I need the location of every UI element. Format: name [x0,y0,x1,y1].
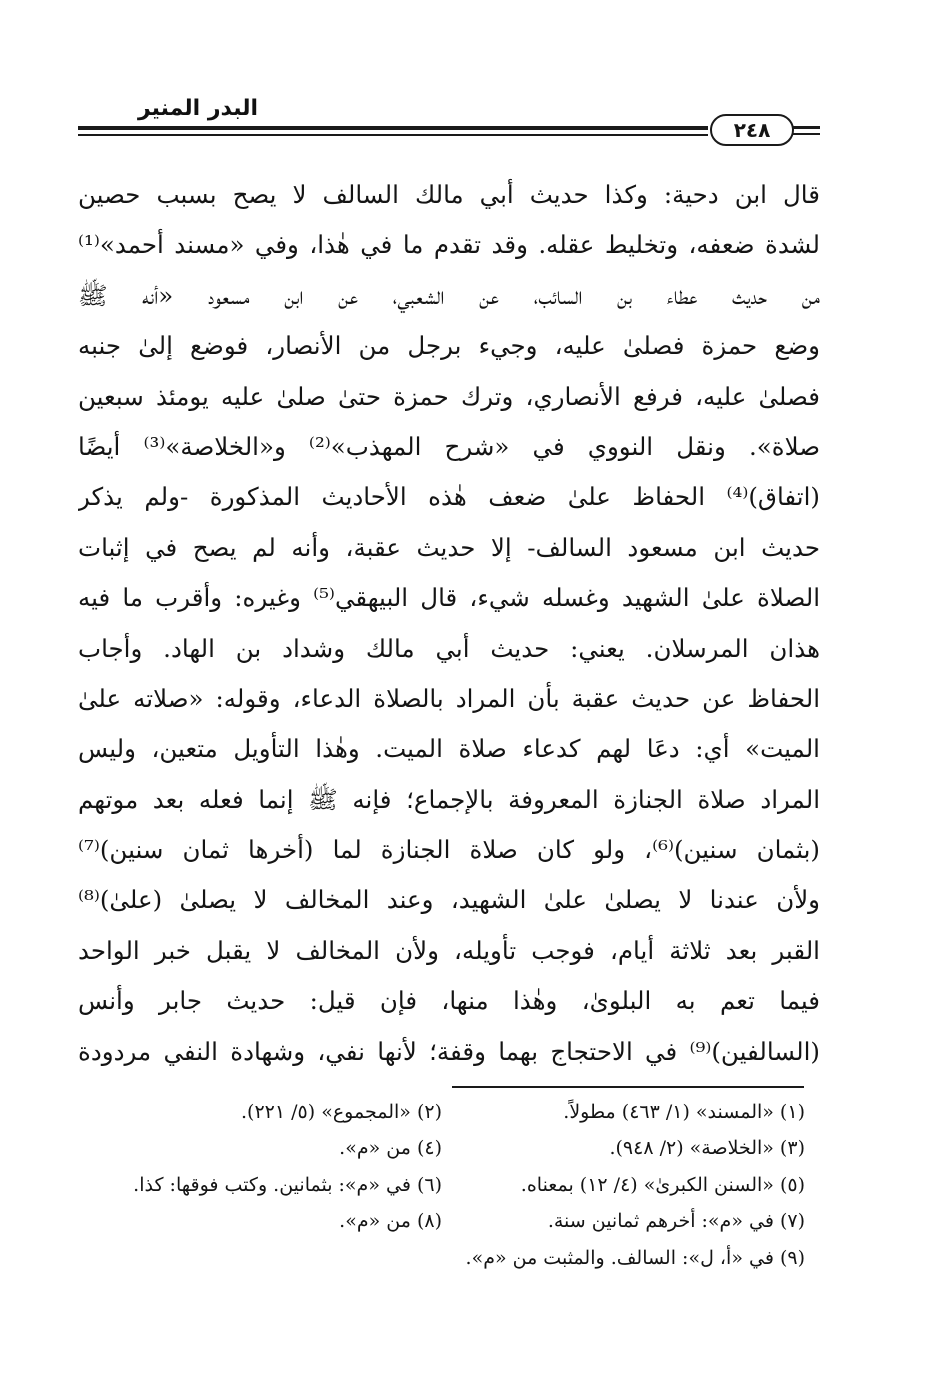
text-line: قال ابن دحية: وكذا حديث أبي مالك السالف لا يصح بسبب حصين [78,180,820,209]
text-line: ولأن عندنا لا يصلىٰ علىٰ الشهيد، وعند المخالف لا يصلىٰ (علىٰ)⁽⁸⁾ [78,885,820,915]
text-line: الصلاة علىٰ الشهيد وغسله شيء، قال البيهقي⁽⁵⁾ وغيره: وأقرب ما فيه [78,583,820,613]
footnote-entry: (٥) «السنن الكبرىٰ» (٤/ ١٢) بمعناه. [520,1173,805,1196]
text-line: (اتفاق)⁽⁴⁾ الحفاظ علىٰ ضعف هٰذه الأحاديث المذكورة -ولم يذكر [78,482,820,512]
text-line: وضع حمزة فصلىٰ عليه، وجيء برجل من الأنصار، فوضع إلىٰ جنبه [78,331,820,361]
text-line: لشدة ضعفه، وتخليط عقله. وقد تقدم ما في هٰذا، وفي «مسند أحمد»⁽¹⁾ [78,230,820,260]
header-rule-right [790,126,820,129]
footnote-entry: (٢) «المجموع» (٥/ ٢٢١). [241,1101,442,1123]
text-line: القبر بعد ثلاثة أيام، فوجب تأويله، ولأن المخالف لا يقبل خبر الواحد [78,935,820,965]
text-line: (السالفين)⁽⁹⁾ في الاحتجاج بهما وقفة؛ لأنها نفي، وشهادة النفي مردودة [78,1036,820,1066]
footnote-entry: (٦) في «م»: بثمانين. وكتب فوقها: كذا. [133,1173,442,1196]
main-text [78,170,820,1077]
footnote-entry: (٣) «الخلاصة» (٢/ ٩٤٨). [609,1137,805,1160]
text-line: فيما تعم به البلوىٰ، وهٰذا منها، فإن قيل: حديث جابر وأنس [78,986,820,1016]
footnote-row [78,1167,805,1203]
footnote-entry: (١) «المسند» (١/ ٤٦٣) مطولاً. [563,1101,805,1123]
text-line: هذان المرسلان. يعني: حديث أبي مالك وشداد بن الهاد. وأجاب [78,633,820,663]
footnote-row [78,1094,805,1130]
footnote-entry: (٨) من «م». [339,1210,442,1233]
footnote-entry: (٩) في «أ، ل»: السالف. والمثبت من «م». [465,1246,805,1269]
footnote-row [78,1130,805,1166]
footnote-separator [452,1086,804,1088]
text-line: المراد صلاة الجنازة المعروفة بالإجماع؛ فإنه ﷺ إنما فعله بعد موتهم [78,784,820,814]
page-number: ٢٤٨ [710,114,794,146]
text-line: فصلىٰ عليه، فرفع الأنصاري، وترك حمزة حتىٰ صلىٰ عليه يومئذ سبعين [78,381,820,411]
text-line: من حديث عطاء بن السائب، عن الشعبي، عن ابن مسعود «أنه ﷺ [78,280,820,310]
footnotes [78,1094,805,1276]
header-rule-thin [78,134,708,136]
footnote-entry: (٧) في «م»: أخرهم ثمانين سنة. [547,1210,805,1233]
text-line: الحفاظ عن حديث عقبة بأن المراد بالصلاة الدعاء، وقوله: «صلاته علىٰ [78,683,820,713]
footnote-row [78,1203,805,1239]
running-header [78,96,820,144]
text-line: الميت» أي: دعَا لهم كدعاء صلاة الميت. وهٰذا التأويل متعين، وليس [78,734,820,764]
footnote-entry: (٤) من «م». [339,1137,442,1160]
book-title: البدر المنير [138,96,259,121]
text-line: (بثمان سنين)⁽⁶⁾، ولو كان صلاة الجنازة لما (أخرها ثمان سنين)⁽⁷⁾ [78,835,820,865]
footnote-row [78,1240,805,1276]
header-rule-right-thin [790,133,820,135]
header-rule-thick [78,126,708,130]
text-line: صلاة». ونقل النووي في «شرح المهذب»⁽²⁾ و«الخلاصة»⁽³⁾ أيضًا [78,431,820,461]
text-line: حديث ابن مسعود السالف- إلا حديث عقبة، وأنه لم يصح في إثبات [78,532,820,562]
